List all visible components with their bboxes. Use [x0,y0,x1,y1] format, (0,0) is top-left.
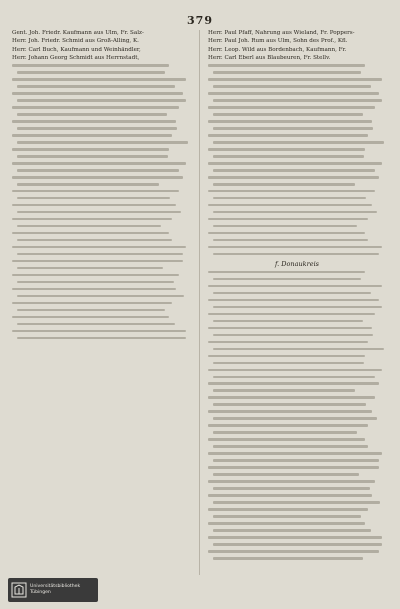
illegible-line [12,288,176,291]
illegible-line [213,155,364,158]
illegible-line [213,239,368,242]
illegible-line [17,337,186,340]
illegible-line [17,99,186,102]
illegible-line [208,190,375,193]
list-item: Herr. Paul Joh. Rum aus Ulm, Sohn des Prof., Kfl. [208,38,348,45]
illegible-line [17,211,181,214]
list-item: Herr. Carl Buch, Kaufmann und Weinhändler, [12,46,141,53]
illegible-line [12,78,186,81]
illegible-line [17,253,183,256]
illegible-line [208,148,365,151]
illegible-line [213,127,373,130]
illegible-line [208,494,372,497]
section-heading: f. Donaukreis [275,259,319,268]
illegible-line [17,323,175,326]
illegible-line [12,106,179,109]
illegible-line [213,141,384,144]
list-item: Herr. Leop. Wild aus Bordenbach, Kaufmann, Fr. [208,46,347,53]
illegible-line [213,71,361,74]
illegible-line [213,292,371,295]
illegible-line [208,480,375,483]
illegible-line [17,85,175,88]
illegible-line [17,71,165,74]
illegible-line [208,369,382,372]
illegible-line [17,281,174,284]
illegible-line [17,239,172,242]
illegible-line [213,183,355,186]
illegible-line [208,410,372,413]
illegible-line [208,246,382,249]
illegible-line [12,176,183,179]
illegible-line [213,376,375,379]
illegible-line [213,169,375,172]
illegible-line [208,271,365,274]
illegible-line [213,99,382,102]
illegible-line [12,120,176,123]
stamp-line-1: Universitätsbibliothek [30,584,81,589]
illegible-line [213,445,368,448]
illegible-line [12,316,169,319]
list-item: Herr. Johann Georg Schmidt aus Herrnstadt, [12,55,140,62]
illegible-line [17,113,167,116]
illegible-line [213,320,363,323]
illegible-line [208,508,368,511]
illegible-line [208,299,379,302]
illegible-line [208,204,372,207]
illegible-line [213,113,363,116]
illegible-line [12,302,172,305]
stamp-line-2: Tübingen [30,590,51,595]
illegible-line [208,466,379,469]
illegible-line [213,529,371,532]
illegible-line [208,92,379,95]
illegible-line [17,267,163,270]
illegible-text-block [208,64,386,255]
illegible-line [213,225,357,228]
library-stamp [8,578,98,602]
illegible-line [213,515,361,518]
illegible-line [213,403,366,406]
illegible-line [208,162,382,165]
illegible-line [213,306,382,309]
illegible-line [17,155,168,158]
illegible-line [208,78,382,81]
illegible-line [17,225,161,228]
illegible-line [213,85,371,88]
illegible-line [208,355,365,358]
illegible-line [213,278,361,281]
illegible-line [12,246,186,249]
column-divider [199,30,200,575]
illegible-line [12,218,172,221]
illegible-line [208,313,375,316]
illegible-line [208,64,365,67]
illegible-line [213,348,384,351]
illegible-line [213,543,382,546]
illegible-line [208,522,365,525]
illegible-line [213,431,357,434]
illegible-line [17,309,165,312]
illegible-line [213,211,377,214]
illegible-line [213,459,379,462]
illegible-text-block [208,271,386,560]
illegible-line [213,362,364,365]
illegible-line [213,417,377,420]
illegible-line [17,183,159,186]
illegible-line [208,424,368,427]
illegible-line [213,487,370,490]
illegible-line [17,197,170,200]
illegible-line [213,253,379,256]
illegible-line [12,162,186,165]
illegible-line [12,274,179,277]
illegible-line [208,550,379,553]
illegible-line [12,190,179,193]
illegible-line [208,232,365,235]
illegible-line [208,536,382,539]
right-column [208,30,386,575]
illegible-line [208,382,379,385]
illegible-line [12,92,183,95]
illegible-line [213,557,363,560]
illegible-line [213,389,355,392]
library-logo-icon [11,582,27,598]
illegible-line [17,295,184,298]
left-column [12,30,190,575]
illegible-line [12,204,176,207]
illegible-line [17,127,177,130]
illegible-line [208,396,375,399]
illegible-line [208,341,368,344]
illegible-line [12,134,172,137]
illegible-line [213,334,373,337]
illegible-line [17,141,188,144]
illegible-line [213,473,359,476]
illegible-line [208,120,372,123]
stamp-text [30,584,80,596]
illegible-line [208,218,368,221]
illegible-line [12,148,169,151]
illegible-line [12,260,183,263]
illegible-text-block [12,64,190,339]
page-number: 379 [187,14,213,27]
illegible-line [208,452,382,455]
illegible-line [208,438,365,441]
list-item: Herr. Joh. Friedr. Schmid aus Groß-Alling, K. [12,38,139,45]
list-item: Herr. Carl Eberl aus Blaubeuren, Fr. Stellv. [208,55,331,62]
illegible-line [12,232,169,235]
list-item: Gent. Joh. Friedr. Kaufmann aus Ulm, Fr. Salz- [12,30,144,36]
illegible-line [208,176,379,179]
illegible-line [208,327,372,330]
illegible-line [12,64,169,67]
illegible-line [208,134,368,137]
illegible-line [208,106,375,109]
illegible-line [213,197,366,200]
list-item: Herr. Paul Pfaff, Nahrung aus Wieland, Fr. Poppers- [208,30,355,36]
illegible-line [208,285,382,288]
illegible-line [12,330,186,333]
illegible-line [17,169,179,172]
illegible-line [213,501,380,504]
